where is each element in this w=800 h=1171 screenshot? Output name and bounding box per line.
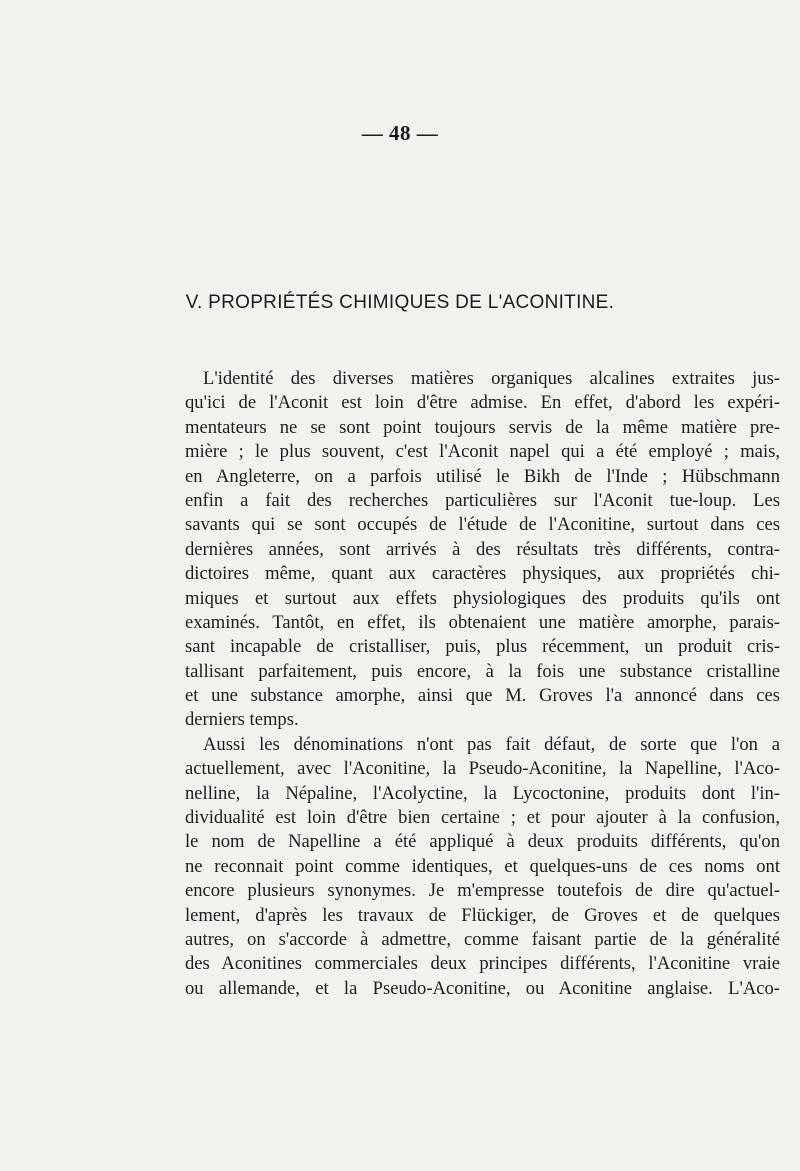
- text-line: le nom de Napelline a été appliqué à deux produits différents, qu'on: [185, 831, 780, 853]
- text-line: enfin a fait des recherches particulières sur l'Aconit tue-loup. Les: [185, 489, 780, 511]
- text-line: dividualité est loin d'être bien certaine ; et pour ajouter à la confusion,: [185, 807, 780, 829]
- text-line: sant incapable de cristalliser, puis, plus récemment, un produit cris-: [185, 636, 780, 658]
- text-line: actuellement, avec l'Aconitine, la Pseudo-Aconitine, la Napelline, l'Aco-: [185, 758, 780, 780]
- paragraph: [185, 367, 780, 733]
- text-line: examinés. Tantôt, en effet, ils obtenaient une matière amorphe, parais-: [185, 611, 780, 633]
- body-text: [185, 367, 780, 1001]
- text-line: encore plusieurs synonymes. Je m'empresse toutefois de dire qu'actuel-: [185, 880, 780, 902]
- text-line: Aussi les dénominations n'ont pas fait défaut, de sorte que l'on a: [203, 733, 780, 755]
- text-line: des Aconitines commerciales deux principes différents, l'Aconitine vraie: [185, 953, 780, 975]
- text-line: lement, d'après les travaux de Flückiger, de Groves et de quelques: [185, 904, 780, 926]
- text-line: derniers temps.: [185, 709, 299, 731]
- text-line: ou allemande, et la Pseudo-Aconitine, ou Aconitine anglaise. L'Aco-: [185, 977, 780, 999]
- text-line: nelline, la Népaline, l'Acolyctine, la Lycoctonine, produits dont l'in-: [185, 782, 780, 804]
- text-line: et une substance amorphe, ainsi que M. Groves l'a annoncé dans ces: [185, 685, 780, 707]
- text-line: dernières années, sont arrivés à des résultats très différents, contra-: [185, 538, 780, 560]
- text-line: L'identité des diverses matières organiques alcalines extraites jus-: [203, 368, 780, 389]
- text-line: mière ; le plus souvent, c'est l'Aconit napel qui a été employé ; mais,: [185, 441, 780, 463]
- section-title: V. PROPRIÉTÉS CHIMIQUES DE L'ACONITINE.: [185, 292, 615, 313]
- text-line: en Angleterre, on a parfois utilisé le Bikh de l'Inde ; Hübschmann: [185, 465, 780, 487]
- text-line: mentateurs ne se sont point toujours servis de la même matière pre-: [185, 416, 780, 438]
- text-line: autres, on s'accorde à admettre, comme faisant partie de la généralité: [185, 928, 780, 950]
- paragraph: [185, 733, 780, 1001]
- text-line: dictoires même, quant aux caractères physiques, aux propriétés chi-: [185, 563, 780, 585]
- text-line: ne reconnait point comme identiques, et quelques-uns de ces noms ont: [185, 855, 780, 877]
- text-line: miques et surtout aux effets physiologiques des produits qu'ils ont: [185, 587, 780, 609]
- text-line: qu'ici de l'Aconit est loin d'être admise. En effet, d'abord les expéri-: [185, 392, 780, 414]
- text-line: tallisant parfaitement, puis encore, à la fois une substance cristalline: [185, 660, 780, 682]
- text-line: savants qui se sont occupés de l'étude de l'Aconitine, surtout dans ces: [185, 514, 780, 536]
- page-number: — 48 —: [361, 121, 439, 145]
